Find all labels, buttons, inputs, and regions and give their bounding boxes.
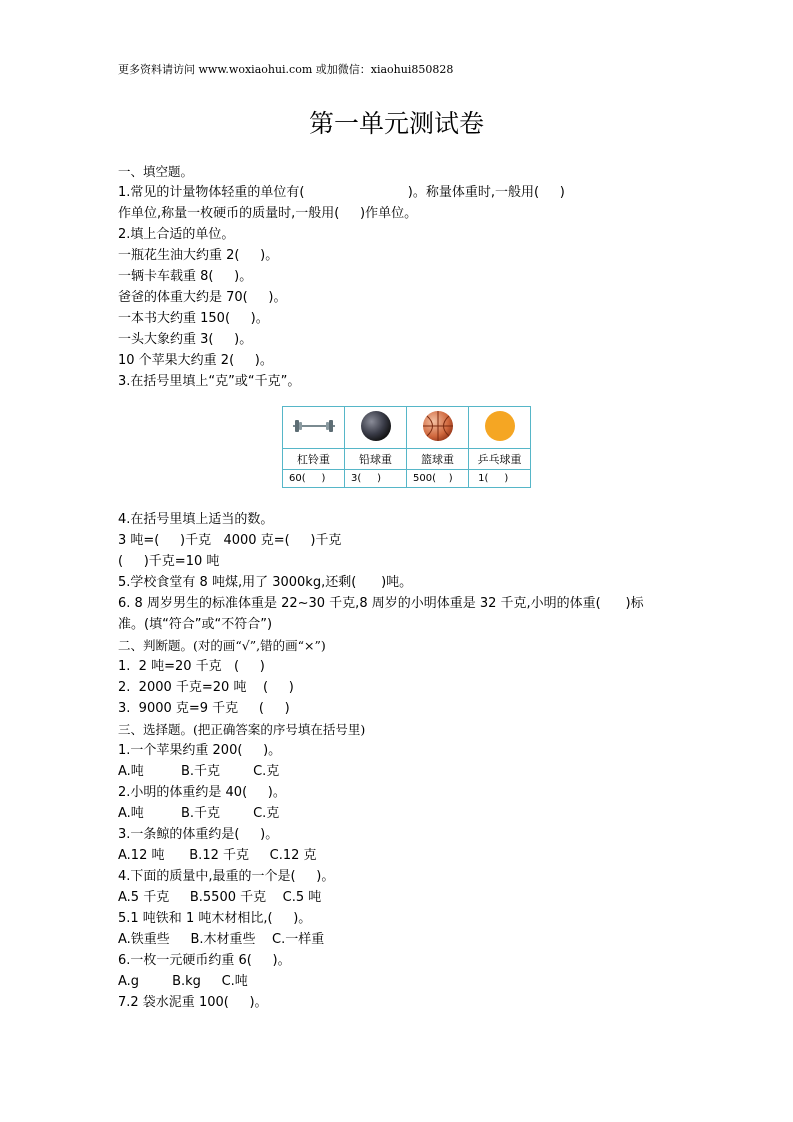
judge-item: 3. 9000 克=9 千克 ( ) (118, 701, 290, 716)
q2-prompt: 2.填上合适的单位。 (118, 227, 235, 242)
q4-prompt: 4.在括号里填上适当的数。 (118, 512, 274, 527)
choice-line: 1.一个苹果约重 200( )。 (118, 743, 282, 758)
q4-line2: ( )千克=10 吨 (118, 554, 220, 569)
pingpong-cell (469, 407, 531, 449)
page-header: 更多资料请访问 www.woxiaohui.com 或加微信：xiaohui850828 (118, 63, 454, 76)
barbell-label: 杠铃重 (283, 449, 345, 470)
barbell-icon (290, 418, 338, 434)
choice-options: A.吨 B.千克 C.克 (118, 764, 280, 779)
choice-line: 4.下面的质量中,最重的一个是( )。 (118, 869, 335, 884)
choice-options: A.吨 B.千克 C.克 (118, 806, 280, 821)
shotput-cell (345, 407, 407, 449)
barbell-cell (283, 407, 345, 449)
q6-line1: 6. 8 周岁男生的标准体重是 22~30 千克,8 周岁的小明体重是 32 千克,小明的体重( )标 (118, 596, 644, 611)
choice-options: A.12 吨 B.12 千克 C.12 克 (118, 848, 317, 863)
q1-line1: 1.常见的计量物体轻重的单位有( )。称量体重时,一般用( ) (118, 185, 565, 200)
q2-item: 一头大象约重 3( )。 (118, 332, 253, 347)
q2-item: 一辆卡车载重 8( )。 (118, 269, 253, 284)
q1-line2: 作单位,称量一枚硬币的质量时,一般用( )作单位。 (118, 206, 418, 221)
section2-heading: 二、判断题。(对的画“√”,错的画“×”) (118, 638, 326, 653)
basketball-value: 500( ) (407, 470, 469, 488)
pingpong-label: 乒乓球重 (469, 449, 531, 470)
judge-item: 1. 2 吨=20 千克 ( ) (118, 659, 265, 674)
shot-put-icon (359, 409, 393, 443)
q2-item: 一瓶花生油大约重 2( )。 (118, 248, 279, 263)
basketball-cell (407, 407, 469, 449)
choice-line: 2.小明的体重约是 40( )。 (118, 785, 286, 800)
ping-pong-ball-icon (483, 409, 517, 443)
choice-options: A.g B.kg C.吨 (118, 974, 248, 989)
q2-item: 爸爸的体重大约是 70( )。 (118, 290, 287, 305)
pingpong-value: 1( ) (469, 470, 531, 488)
page-title: 第一单元测试卷 (308, 109, 484, 138)
section3-heading: 三、选择题。(把正确答案的序号填在括号里) (118, 722, 366, 737)
q6-line2: 准。(填“符合”或“不符合”) (118, 617, 273, 632)
q3-prompt: 3.在括号里填上“克”或“千克”。 (118, 374, 301, 389)
choice-line: 6.一枚一元硬币约重 6( )。 (118, 953, 291, 968)
choice-options: A.铁重些 B.木材重些 C.一样重 (118, 932, 325, 947)
basketball-label: 篮球重 (407, 449, 469, 470)
ball-weight-table (282, 406, 531, 488)
q4-line1: 3 吨=( )千克 4000 克=( )千克 (118, 533, 342, 548)
shotput-value: 3( ) (345, 470, 407, 488)
q2-item: 一本书大约重 150( )。 (118, 311, 269, 326)
q5: 5.学校食堂有 8 吨煤,用了 3000kg,还剩( )吨。 (118, 575, 413, 590)
choice-options: A.5 千克 B.5500 千克 C.5 吨 (118, 890, 322, 905)
judge-item: 2. 2000 千克=20 吨 ( ) (118, 680, 294, 695)
q2-item: 10 个苹果大约重 2( )。 (118, 353, 273, 368)
choice-line: 7.2 袋水泥重 100( )。 (118, 995, 268, 1010)
section1-heading: 一、填空题。 (118, 164, 194, 179)
barbell-value: 60( ) (283, 470, 345, 488)
basketball-icon (421, 409, 455, 443)
shotput-label: 铅球重 (345, 449, 407, 470)
choice-line: 3.一条鲸的体重约是( )。 (118, 827, 279, 842)
choice-line: 5.1 吨铁和 1 吨木材相比,( )。 (118, 911, 312, 926)
